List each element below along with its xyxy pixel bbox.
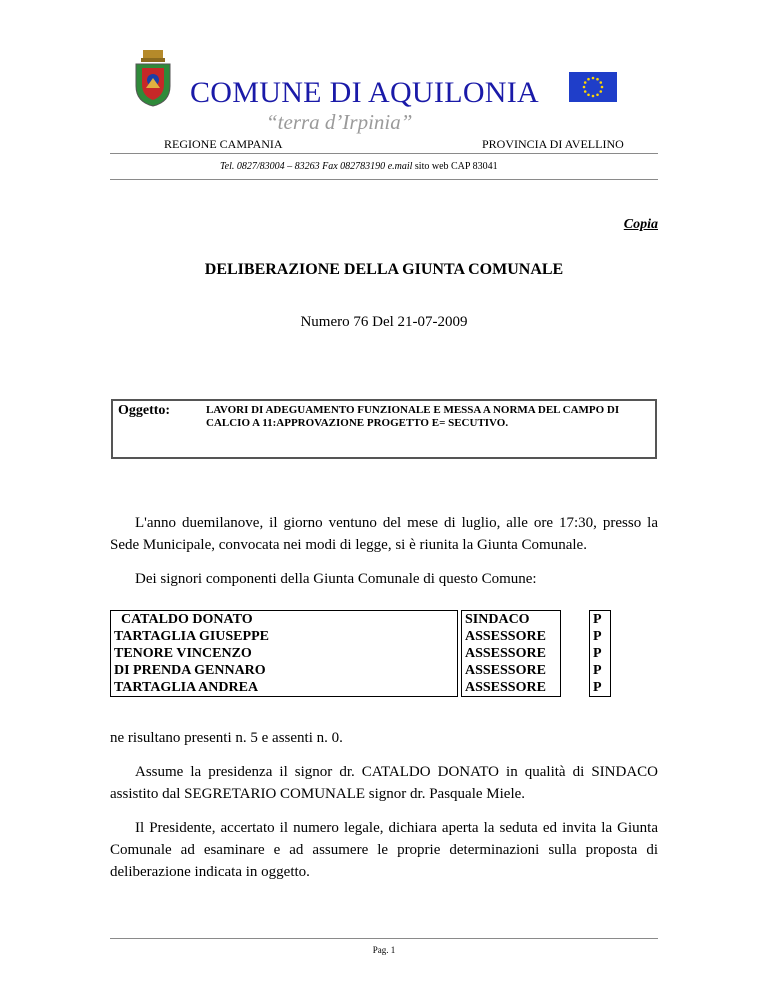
eu-star-icon [584,81,587,84]
members-table [110,610,611,697]
eu-star-icon [592,95,595,98]
member-names-column [111,611,458,697]
member-name: TARTAGLIA GIUSEPPE [114,629,269,644]
member-role: ASSESSORE [465,629,546,644]
member-status: P [593,629,602,644]
eu-flag-icon [569,72,617,102]
phone-fax: Tel. 0827/83004 – 83263 Fax 082783190 [220,161,386,172]
member-name: TARTAGLIA ANDREA [114,680,259,695]
footer-divider [110,938,658,939]
subject-text: LAVORI DI ADEGUAMENTO FUNZIONALE E MESSA A NORMA DEL CAMPO DI CALCIO A 11:APPROVAZIONE PROGETTO E= SECUTIVO. [206,404,620,429]
eu-star-icon [583,86,586,89]
document-title: DELIBERAZIONE DELLA GIUNTA COMUNALE [204,261,564,278]
table-gap [561,611,590,697]
subject-label: Oggetto: [118,403,171,418]
member-name: DI PRENDA GENNARO [114,663,266,678]
header-divider [110,153,658,154]
page-number: Pag. 1 [372,945,396,955]
motto: “terra d’Irpinia” [266,110,413,134]
eu-star-icon [584,90,587,93]
email-label: e.mail [387,161,413,172]
eu-star-icon [599,90,602,93]
member-status: P [593,680,602,695]
document-number: Numero 76 Del 21-07-2009 [300,314,468,330]
attendance-line: ne risultano presenti n. 5 e assenti n. 0. [110,730,343,746]
member-role: ASSESSORE [465,680,546,695]
eu-star-icon [596,93,599,96]
contact-line [220,161,498,172]
member-status: P [593,663,602,678]
eu-star-icon [601,86,604,89]
region-label: REGIONE CAMPANIA [164,137,283,151]
header-divider-bottom [110,179,658,180]
page-title: COMUNE DI AQUILONIA [190,76,540,109]
member-name: TENORE VINCENZO [114,646,252,661]
eu-star-icon [587,78,590,81]
member-status-column [590,611,611,697]
eu-star-icon [596,78,599,81]
eu-star-icon [599,81,602,84]
municipal-crest-icon [132,48,174,108]
presidency-paragraph: Assume la presidenza il signor dr. CATALDO DONATO in qualità di SINDACO assistito dal SEGRETARIO COMUNALE signor dr. Pasquale Miele. [110,764,658,802]
member-role: ASSESSORE [465,663,546,678]
eu-star-icon [592,77,595,80]
eu-star-icon [587,93,590,96]
closing-paragraph: Il Presidente, accertato il numero legale, dichiara aperta la seduta ed invita la Giunta Comunale ad esaminare e ad assumere le proprie determinazioni sulla proposta di deliberazione indicata in oggetto. [110,820,658,880]
member-role: ASSESSORE [465,646,546,661]
copy-label: Copia [623,217,658,232]
province-label: PROVINCIA DI AVELLINO [482,137,624,151]
member-roles-column [462,611,561,697]
member-status: P [593,612,602,627]
intro-paragraph: L'anno duemilanove, il giorno ventuno del mese di luglio, alle ore 17:30, presso la Sede Municipale, convocata nei modi di legge, si è riunita la Giunta Comunale. [110,515,658,553]
member-name: CATALDO DONATO [121,612,253,627]
member-status: P [593,646,602,661]
members-intro: Dei signori componenti della Giunta Comunale di questo Comune: [135,571,537,587]
member-role: SINDACO [465,612,530,627]
website-cap: sito web CAP 83041 [414,161,498,172]
